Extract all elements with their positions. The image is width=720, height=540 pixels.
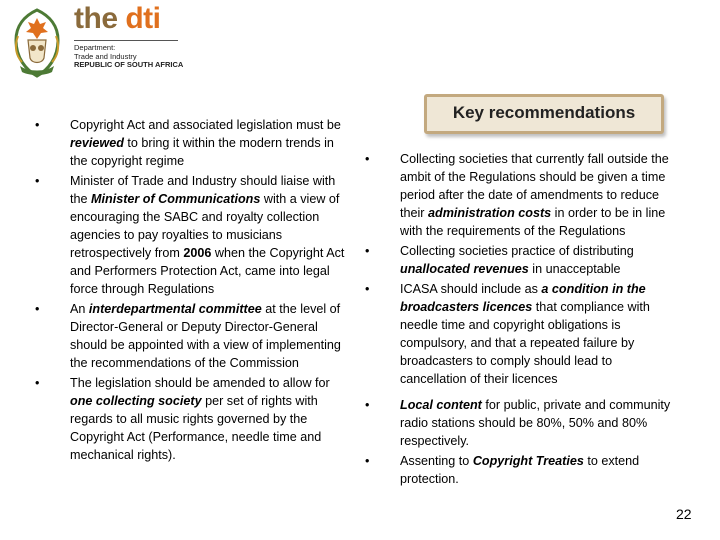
text-run: The legislation should be amended to allow for [70, 376, 330, 390]
text-run: Collecting societies that currently fall outside the ambit of the Regulations should be given a time period after the date of amendments to reduce their [400, 152, 669, 220]
emphasis-text: Minister of Communications [91, 192, 261, 206]
list-item [35, 116, 352, 170]
list-item [35, 374, 352, 464]
bullet-icon: • [365, 398, 370, 412]
right-bullet-list [365, 150, 680, 488]
list-item [365, 150, 680, 240]
text-run: for public, private and community radio stations should be 80%, 50% and 80% respectively. [400, 398, 671, 448]
bold-text: 2006 [183, 246, 212, 260]
dept-line-3: REPUBLIC OF SOUTH AFRICA [74, 60, 184, 69]
department-text [74, 44, 183, 70]
text-run: Copyright Act and associated legislation must be [70, 118, 341, 132]
bullet-icon: • [365, 454, 370, 468]
text-run: that compliance with needle time and copyright obligations is compulsory, and that a repeated failure by broadcasters to comply should lead to cancellation of their licences [400, 300, 650, 386]
list-item [365, 396, 680, 450]
key-recommendations-box: Key recommendations [424, 94, 664, 134]
emphasis-text: administration costs [428, 206, 552, 220]
bullet-icon: • [35, 302, 40, 316]
brand-the: the [74, 2, 118, 35]
emphasis-text: a condition in the broadcasters licences [400, 282, 646, 314]
text-run: to extend protection. [400, 454, 640, 486]
text-run: when the Copyright Act and Performers Protection Act, came into legal force through Regulations [70, 246, 345, 296]
text-run: per set of rights with regards to all music rights governed by the Copyright Act (Performance, needle time and mechanical rights). [70, 394, 322, 462]
left-bullet-list [35, 116, 352, 464]
list-item [365, 242, 680, 278]
text-run: Minister of Trade and Industry should liaise with the [70, 174, 336, 206]
emphasis-text: unallocated revenues [400, 262, 529, 276]
bullet-icon: • [365, 244, 370, 258]
emphasis-text: Local content [400, 398, 482, 412]
page-number: 22 [676, 506, 692, 522]
text-run: at the level of Director-General or Deputy Director-General should be appointed with a view of implementing the recommendations of the Commission [70, 302, 341, 370]
dept-line-2: Trade and Industry [74, 51, 137, 61]
bullet-icon: • [365, 152, 370, 166]
text-run: ICASA should include as [400, 282, 542, 296]
brand-divider [74, 40, 178, 41]
list-item [35, 172, 352, 298]
brand-wordmark [74, 2, 161, 36]
list-item [35, 300, 352, 372]
emphasis-text: reviewed [70, 136, 124, 150]
emphasis-text: one collecting society [70, 394, 202, 408]
text-run: with a view of encouraging the SABC and royalty collection agencies to pay royalties to musicians retrospectively from [70, 192, 340, 260]
bullet-icon: • [35, 174, 40, 188]
bullet-icon: • [35, 376, 40, 390]
text-run: Collecting societies practice of distributing [400, 244, 634, 258]
text-run: in order to be in line with the requirements of the Regulations [400, 206, 666, 238]
list-item [365, 280, 680, 388]
text-run: Assenting to [400, 454, 473, 468]
header [0, 0, 720, 90]
coat-of-arms-icon [10, 6, 64, 80]
brand-dti: dti [125, 2, 161, 35]
text-run: in unacceptable [528, 262, 621, 276]
dept-line-1: Department: [74, 43, 116, 52]
list-item [365, 452, 680, 488]
bullet-icon: • [365, 282, 370, 296]
bullet-icon: • [35, 118, 40, 132]
emphasis-text: Copyright Treaties [472, 454, 584, 468]
text-run: to bring it within the modern trends in the copyright regime [70, 136, 334, 168]
emphasis-text: interdepartmental committee [88, 302, 262, 316]
text-run: An [70, 302, 89, 316]
